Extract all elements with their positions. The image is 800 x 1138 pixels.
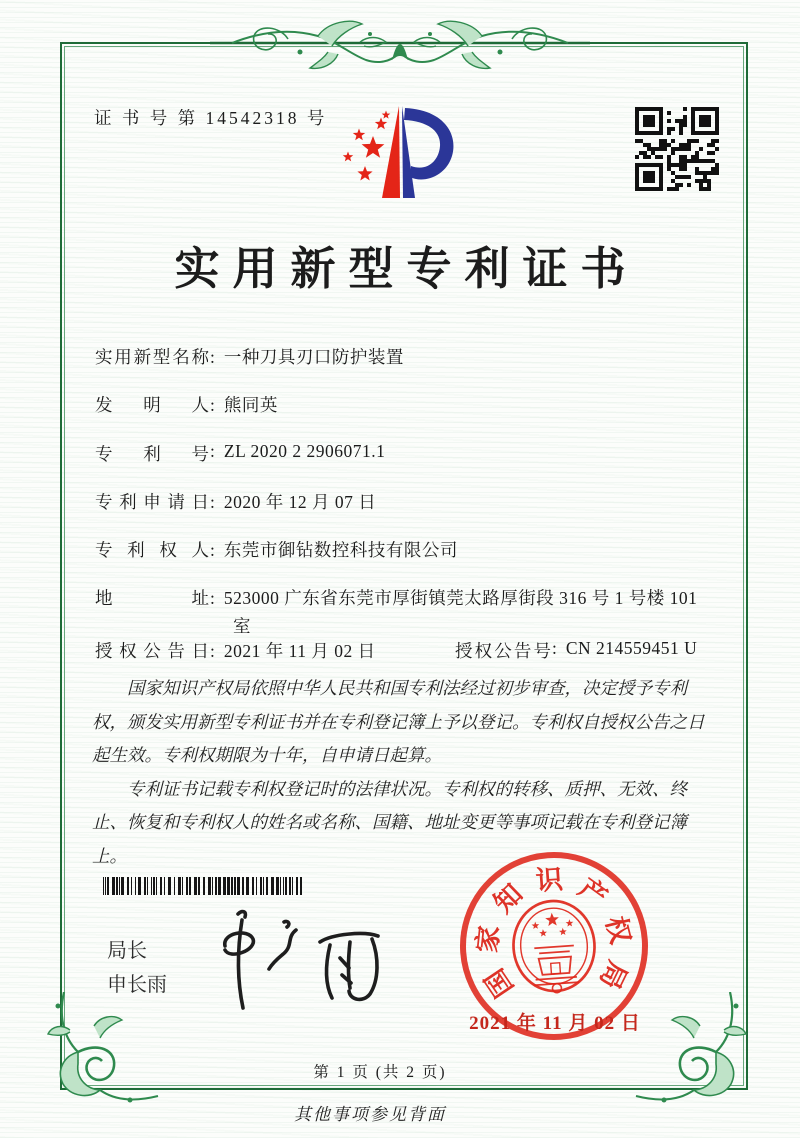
barcode (103, 877, 309, 895)
field-colon: : (210, 347, 215, 367)
certificate-title: 实用新型专利证书 (174, 244, 639, 294)
field-label: 专利权人 (95, 540, 209, 560)
field-value: 熊同英 (223, 395, 278, 415)
field-label: 地址 (95, 588, 209, 608)
field-colon: : (210, 492, 215, 512)
seal-char: 产 (573, 872, 613, 913)
field-value-line2: 室 (233, 616, 251, 636)
field-colon: : (210, 540, 215, 560)
signer-block (107, 934, 167, 1002)
field-value: 523000 广东省东莞市厚街镇莞太路厚街段 316 号 1 号楼 101 (223, 588, 698, 608)
field-label: 发明人 (95, 395, 209, 415)
field-value: 东莞市御钻数控科技有限公司 (223, 540, 458, 560)
legal-paragraph-2: 专利证书记载专利权登记时的法律状况。专利权的转移、质押、无效、终止、恢复和专利权人的姓名或名称、国籍、地址变更等事项记载在专利登记簿上。 (92, 778, 687, 866)
field-row-name (95, 344, 404, 369)
field-pair-grant-number (455, 638, 697, 663)
seal-date: 2021 年 11 月 02 日 (469, 1013, 641, 1034)
legal-paragraph-1: 国家知识产权局依照中华人民共和国专利法经过初步审查，决定授予专利权，颁发实用新型专利证书并在专利登记簿上予以登记。专利权自授权公告之日起生效。专利权期限为十年，自申请日起算。 (92, 678, 705, 765)
signer-name: 申长雨 (107, 974, 167, 996)
seal-char: 知 (488, 878, 529, 919)
field-row-patentee (95, 537, 458, 562)
seal-char: 识 (534, 864, 564, 897)
field-label: 授权公告日 (95, 641, 209, 661)
signer-title: 局长 (107, 940, 147, 962)
field-value: CN 214559451 U (565, 638, 698, 658)
national-emblem-icon (506, 893, 603, 999)
field-value: 2020 年 12 月 07 日 (223, 492, 377, 512)
field-label: 专利号 (95, 444, 209, 464)
field-value: 一种刀具刃口防护装置 (223, 347, 404, 367)
cnipa-logo-icon (336, 94, 461, 212)
seal-char: 家 (472, 924, 505, 955)
field-colon: : (210, 441, 215, 461)
back-note: 其他事项参见背面 (294, 1105, 446, 1124)
field-colon: : (210, 588, 215, 608)
page-number: 第 1 页 (共 2 页) (313, 1064, 447, 1081)
field-row-patent-number (95, 441, 385, 466)
field-colon: : (552, 638, 557, 658)
field-value: ZL 2020 2 2906071.1 (223, 441, 386, 461)
qr-code (633, 105, 721, 191)
field-label: 授权公告号 (455, 641, 551, 661)
certificate-number: 证 书 号 第 14542318 号 (94, 108, 328, 128)
seal-char: 局 (593, 956, 633, 994)
field-colon: : (210, 395, 215, 415)
field-row-inventor (95, 392, 278, 417)
legal-text (92, 672, 716, 873)
field-row-grant (95, 638, 698, 663)
signature-icon (212, 900, 392, 1015)
field-label: 实用新型名称 (95, 347, 209, 367)
seal-char: 国 (479, 963, 520, 1003)
field-value: 2021 年 11 月 02 日 (223, 641, 376, 661)
seal-char: 权 (600, 913, 636, 947)
field-colon: : (210, 641, 215, 661)
field-label: 专利申请日 (95, 492, 209, 512)
field-row-filing-date (95, 489, 376, 514)
field-row-address (95, 585, 698, 636)
